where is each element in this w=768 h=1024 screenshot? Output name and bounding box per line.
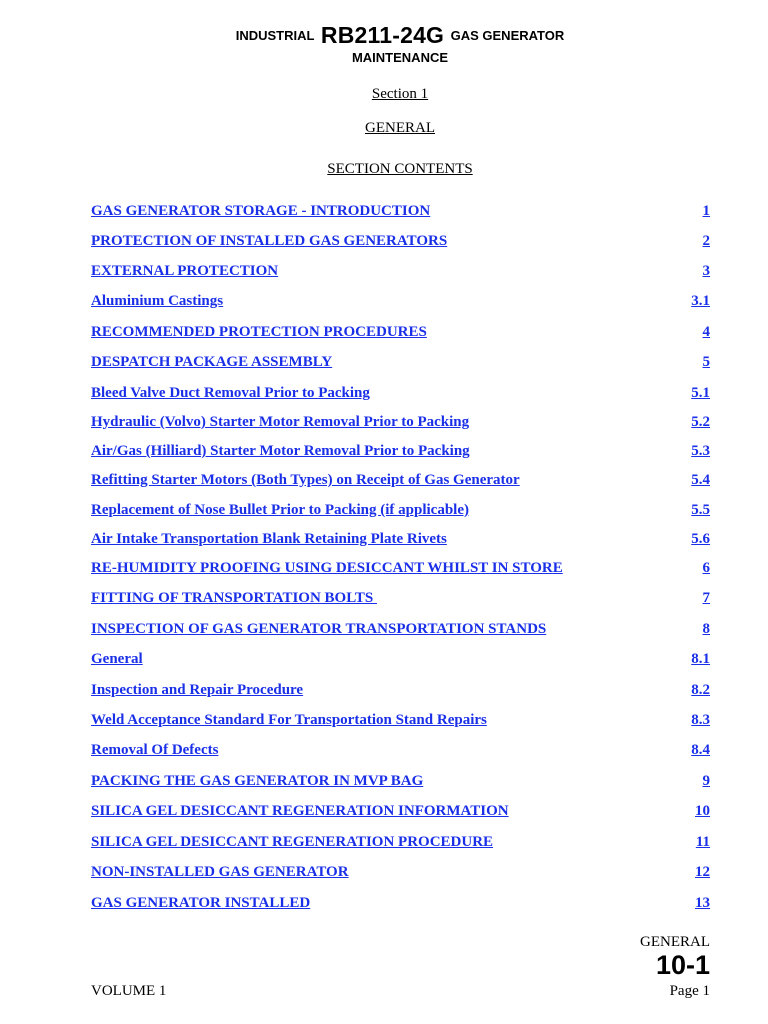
toc-entry-title-link[interactable]: NON-INSTALLED GAS GENERATOR (91, 864, 349, 880)
toc-entry[interactable] (91, 590, 710, 610)
toc-entry[interactable] (91, 712, 710, 732)
toc-entry-title-link[interactable]: Weld Acceptance Standard For Transportation Stand Repairs (91, 712, 487, 728)
toc-entry-title-link[interactable]: RECOMMENDED PROTECTION PROCEDURES (91, 324, 427, 340)
toc-entry-number-link[interactable]: 9 (702, 773, 710, 789)
toc-entry[interactable] (91, 414, 710, 434)
toc-entry-title-link[interactable]: Refitting Starter Motors (Both Types) on Receipt of Gas Generator (91, 472, 520, 488)
toc-entry-number-link[interactable]: 5 (702, 354, 710, 370)
toc-entry-number-link[interactable]: 5.5 (691, 502, 710, 518)
toc-entry-number-link[interactable]: 6 (702, 560, 710, 576)
toc-entry[interactable] (91, 773, 710, 793)
toc-entry-title-link[interactable]: RE-HUMIDITY PROOFING USING DESICCANT WHILST IN STORE (91, 560, 563, 576)
footer-chapter: GENERAL (640, 934, 710, 950)
toc-entry-title-link[interactable]: SILICA GEL DESICCANT REGENERATION INFORMATION (91, 803, 509, 819)
toc-entry-title-link[interactable]: PROTECTION OF INSTALLED GAS GENERATORS (91, 233, 448, 249)
toc-entry[interactable] (91, 621, 710, 641)
toc-entry-title-link[interactable]: Replacement of Nose Bullet Prior to Packing (if applicable) (91, 502, 470, 518)
toc-entry-number-link[interactable]: 8 (702, 621, 710, 637)
toc-entry-number-link[interactable]: 5.2 (691, 414, 710, 430)
toc-entry-number-link[interactable]: 12 (695, 864, 710, 880)
toc-entry[interactable] (91, 263, 710, 283)
toc-entry-title-link[interactable]: DESPATCH PACKAGE ASSEMBLY (91, 354, 333, 370)
toc-entry[interactable] (91, 682, 710, 702)
toc-entry-title-link[interactable]: GAS GENERATOR STORAGE - INTRODUCTION (91, 203, 431, 219)
section-contents-heading-text: SECTION CONTENTS (327, 161, 473, 177)
footer-volume: VOLUME 1 (91, 983, 167, 999)
toc-entry-number-link[interactable]: 8.3 (691, 712, 710, 728)
toc-entry-title-link[interactable]: Hydraulic (Volvo) Starter Motor Removal Prior to Packing (91, 414, 470, 430)
toc-entry[interactable] (91, 293, 710, 313)
toc-entry-number-link[interactable]: 5.3 (691, 443, 710, 459)
toc-entry-number-link[interactable]: 2 (702, 233, 710, 249)
toc-entry-title-link[interactable]: Air/Gas (Hilliard) Starter Motor Removal Prior to Packing (91, 443, 470, 459)
header-prefix: INDUSTRIAL (235, 28, 315, 43)
toc-entry-title-link[interactable]: PACKING THE GAS GENERATOR IN MVP BAG (91, 773, 424, 789)
toc-entry-number-link[interactable]: 13 (695, 895, 710, 911)
toc-entry[interactable] (91, 385, 710, 405)
footer-page-number: Page 1 (669, 983, 710, 999)
toc-entry-number-link[interactable]: 8.4 (691, 742, 710, 758)
toc-entry[interactable] (91, 560, 710, 580)
toc-entry[interactable] (91, 502, 710, 522)
toc-entry[interactable] (91, 864, 710, 884)
toc-entry[interactable] (91, 651, 710, 671)
toc-entry-title-link[interactable]: FITTING OF TRANSPORTATION BOLTS (91, 590, 377, 606)
toc-entry-number-link[interactable]: 10 (695, 803, 710, 819)
header-model: RB211-24G (320, 22, 445, 48)
section-label-text: Section 1 (371, 86, 429, 102)
toc-entry[interactable] (91, 531, 710, 551)
header-suffix: GAS GENERATOR (450, 28, 565, 43)
toc-entry-number-link[interactable]: 3.1 (691, 293, 710, 309)
toc-entry-number-link[interactable]: 5.4 (691, 472, 710, 488)
toc-entry-title-link[interactable]: GAS GENERATOR INSTALLED (91, 895, 311, 911)
section-name-text: GENERAL (365, 120, 435, 136)
toc-entry-title-link[interactable]: Bleed Valve Duct Removal Prior to Packing (91, 385, 370, 401)
footer-page-code: 10-1 (655, 950, 710, 980)
toc-entry-title-link[interactable]: INSPECTION OF GAS GENERATOR TRANSPORTATION STANDS (91, 621, 547, 637)
toc-entry[interactable] (91, 803, 710, 823)
toc-entry[interactable] (91, 895, 710, 915)
toc-entry-title-link[interactable]: Inspection and Repair Procedure (91, 682, 304, 698)
toc-entry[interactable] (91, 354, 710, 374)
toc-entry-title-link[interactable]: SILICA GEL DESICCANT REGENERATION PROCEDURE (91, 834, 494, 850)
toc-entry-number-link[interactable]: 1 (702, 203, 710, 219)
toc-entry-number-link[interactable]: 3 (702, 263, 710, 279)
toc-entry-title-link[interactable]: Air Intake Transportation Blank Retaining Plate Rivets (91, 531, 447, 547)
toc-entry[interactable] (91, 443, 710, 463)
toc-entry[interactable] (91, 324, 710, 344)
toc-entry-number-link[interactable]: 7 (702, 590, 710, 606)
toc-entry-number-link[interactable]: 8.1 (691, 651, 710, 667)
toc-entry-title-link[interactable]: General (91, 651, 143, 667)
toc-entry[interactable] (91, 233, 710, 253)
toc-entry-number-link[interactable]: 5.1 (691, 385, 710, 401)
toc-entry-number-link[interactable]: 4 (702, 324, 710, 340)
toc-entry-title-link[interactable]: EXTERNAL PROTECTION (91, 263, 279, 279)
toc-entry[interactable] (91, 203, 710, 223)
toc-entry-number-link[interactable]: 5.6 (691, 531, 710, 547)
toc-entry-number-link[interactable]: 8.2 (691, 682, 710, 698)
toc-entry-number-link[interactable]: 11 (695, 834, 710, 850)
toc-entry-title-link[interactable]: Aluminium Castings (91, 293, 224, 309)
toc-entry[interactable] (91, 742, 710, 762)
header-subtitle: MAINTENANCE (351, 50, 449, 65)
toc-entry-title-link[interactable]: Removal Of Defects (91, 742, 219, 758)
toc-entry[interactable] (91, 472, 710, 492)
toc-entry[interactable] (91, 834, 710, 854)
